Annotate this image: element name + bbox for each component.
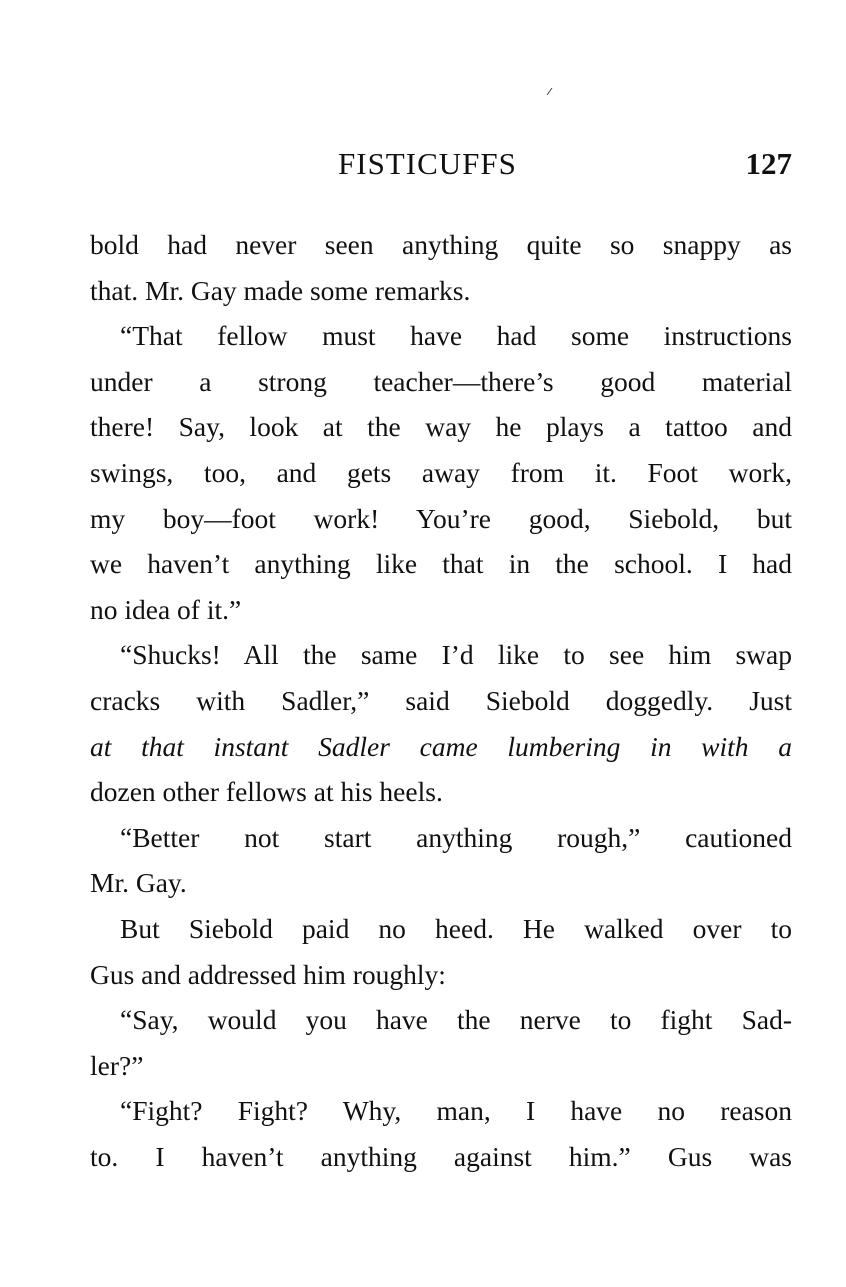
text-line: that. Mr. Gay made some remarks.	[90, 274, 471, 306]
running-head	[90, 146, 792, 186]
stray-mark	[547, 88, 557, 95]
text-line: no idea of it.”	[90, 593, 242, 625]
page-number: 127	[745, 146, 792, 181]
text-line: cracks with Sadler,” said Siebold doggedly. Just	[90, 684, 792, 716]
text-line: Mr. Gay.	[90, 867, 187, 899]
text-line: dozen other fellows at his heels.	[90, 776, 443, 808]
text-line: Gus and addressed him roughly:	[90, 958, 446, 990]
text-line: “Fight? Fight? Why, man, I have no reason	[120, 1095, 792, 1127]
text-line: But Siebold paid no heed. He walked over to	[120, 912, 792, 944]
text-line: we haven’t anything like that in the school. I had	[90, 548, 792, 580]
text-line: “Say, would you have the nerve to fight Sad-	[120, 1004, 792, 1036]
text-line: swings, too, and gets away from it. Foot work,	[90, 456, 792, 488]
text-line: “That fellow must have had some instructions	[120, 320, 792, 352]
text-line: my boy—foot work! You’re good, Siebold, but	[90, 502, 792, 534]
text-line: at that instant Sadler came lumbering in with a	[90, 730, 792, 762]
running-title: FISTICUFFS	[338, 146, 517, 181]
text-line: there! Say, look at the way he plays a tattoo and	[90, 411, 792, 443]
text-line: bold had never seen anything quite so snappy as	[90, 229, 792, 260]
text-line: to. I haven’t anything against him.” Gus was	[90, 1140, 792, 1172]
text-line: “Better not start anything rough,” cautioned	[120, 821, 792, 853]
body-text	[90, 222, 792, 1179]
text-line: “Shucks! All the same I’d like to see him swap	[120, 639, 792, 671]
text-line: under a strong teacher—there’s good material	[90, 365, 792, 397]
text-line: ler?”	[90, 1049, 144, 1081]
